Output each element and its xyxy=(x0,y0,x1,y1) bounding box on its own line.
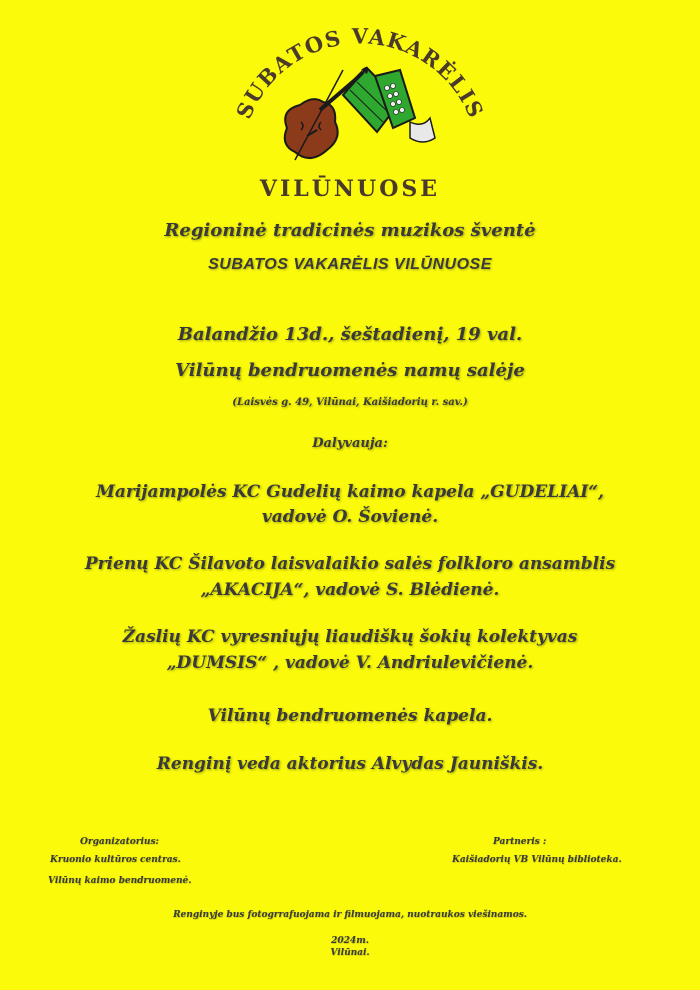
festival-subtitle: SUBATOS VAKARĖLIS VILŪNUOSE xyxy=(208,256,492,273)
organizers-heading: Organizatorius: xyxy=(80,837,159,847)
event-venue: Vilūnų bendruomenės namų salėje xyxy=(175,360,525,381)
participant-group-line: Žaslių KC vyresniųjų liaudiškų šokių kolektyvas xyxy=(122,627,578,647)
footer-year: 2024m. xyxy=(331,936,369,946)
event-logo xyxy=(225,10,495,190)
participant-group-line: Vilūnų bendruomenės kapela. xyxy=(207,706,493,726)
participant-group-line: Marijampolės KC Gudelių kaimo kapela „GUDELIAI“, xyxy=(96,482,604,502)
violin-illustration xyxy=(285,67,368,160)
organizer-item: Kruonio kultūros centras. xyxy=(50,855,181,865)
footer-place: Vilūnai. xyxy=(330,948,370,958)
participant-group-line: Prienų KC Šilavoto laisvalaikio salės folkloro ansamblis xyxy=(84,554,616,574)
event-date: Balandžio 13d., šeštadienį, 19 val. xyxy=(177,324,523,345)
photo-notice: Renginyje bus fotogrrafuojama ir filmuojama, nuotraukos viešinamos. xyxy=(173,910,527,920)
logo-subtitle: VILŪNUOSE xyxy=(259,176,441,202)
logo-arc-text: SUBATOS VAKARĖLIS xyxy=(230,23,490,123)
event-host: Renginį veda aktorius Alvydas Jauniškis. xyxy=(156,754,544,774)
participant-group-line: „DUMSIS“ , vadovė V. Andriulevičienė. xyxy=(166,653,534,673)
participant-group-line: „AKACIJA“, vadovė S. Blėdienė. xyxy=(200,580,500,600)
participant-group-line: vadovė O. Šovienė. xyxy=(261,507,439,527)
event-address: (Laisvės g. 49, Vilūnai, Kaišiadorių r. sav.) xyxy=(232,397,468,408)
partners-heading: Partneris : xyxy=(493,837,547,847)
partner-item: Kaišiadorių VB Vilūnų biblioteka. xyxy=(452,855,622,865)
festival-title: Regioninė tradicinės muzikos šventė xyxy=(164,220,536,241)
participants-heading: Dalyvauja: xyxy=(312,436,388,451)
organizer-item: Vilūnų kaimo bendruomenė. xyxy=(48,876,192,886)
